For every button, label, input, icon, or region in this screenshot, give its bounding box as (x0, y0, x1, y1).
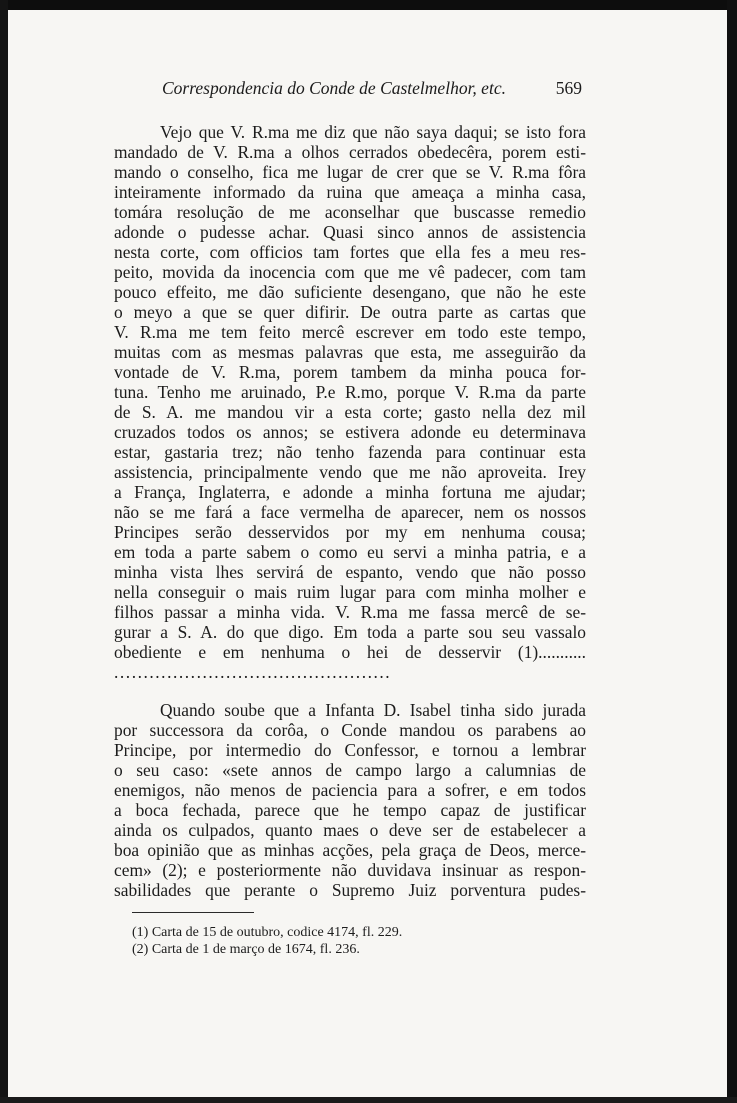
text-line: Principe, por intermedio do Confessor, e tornou a lembrar (114, 740, 586, 760)
text-line: V. R.ma me tem feito mercê escrever em todo este tempo, (114, 322, 586, 342)
scan-border-top (0, 0, 737, 10)
text-line: vontade de V. R.ma, porem tambem da minha pouca for- (114, 362, 586, 382)
text-line: gurar a S. A. do que digo. Em toda a parte sou seu vassalo (114, 622, 586, 642)
text-line: estar, gastaria trez; não tenho fazenda para continuar esta (114, 442, 586, 462)
text-line: adonde o pudesse achar. Quasi sinco annos de assistencia (114, 222, 586, 242)
text-line: Quando soube que a Infanta D. Isabel tinha sido jurada (160, 700, 586, 720)
text-line: Vejo que V. R.ma me diz que não saya daqui; se isto fora (160, 122, 586, 142)
text-line: inteiramente informado da ruina que ameaça a minha casa, (114, 182, 586, 202)
text-line: pouco effeito, me dão suficiente desengano, que não he este (114, 282, 586, 302)
text-line: a França, Inglaterra, e adonde a minha fortuna me ajudar; (114, 482, 586, 502)
footnote-2: (2) Carta de 1 de março de 1674, fl. 236. (132, 942, 360, 957)
ellipsis-line: ............................................... (114, 662, 392, 682)
text-line: a boca fechada, parece que he tempo capaz de justificar (114, 800, 586, 820)
text-line: filhos passar a minha vida. V. R.ma me fassa mercê de se- (114, 602, 586, 622)
page-number: 569 (555, 78, 582, 98)
text-line: em toda a parte sabem o como eu servi a minha patria, e a (114, 542, 586, 562)
text-line: muitas com as mesmas palavras que esta, me asseguirão da (114, 342, 586, 362)
running-title: Correspondencia do Conde de Castelmelhor, etc. (162, 78, 506, 98)
text-line: sabilidades que perante o Supremo Juiz porventura pudes- (114, 880, 586, 900)
text-line: cem» (2); e posteriormente não duvidava insinuar as respon- (114, 860, 586, 880)
text-line: assistencia, principalmente vendo que me não aproveita. Irey (114, 462, 586, 482)
scan-border-bottom (0, 1097, 737, 1103)
text-line: de S. A. me mandou vir a esta corte; gasto nella dez mil (114, 402, 586, 422)
text-line: peito, movida da inocencia com que me vê padecer, com tam (114, 262, 586, 282)
text-line: enemigos, não menos de paciencia para a sofrer, e em todos (114, 780, 586, 800)
text-line: nella conseguir o mais ruim lugar para com minha molher e (114, 582, 586, 602)
text-line: nesta corte, com officios tam fortes que ella fes a meu res- (114, 242, 586, 262)
text-line: boa opinião que as minhas acções, pela graça de Deos, merce- (114, 840, 586, 860)
scan-border-left (0, 0, 8, 1103)
text-line: tomára resolução de me aconselhar que buscasse remedio (114, 202, 586, 222)
running-header (162, 78, 582, 102)
text-line: mando o conselho, fica me lugar de crer que se V. R.ma fôra (114, 162, 586, 182)
text-line: cruzados todos os annos; se estivera adonde eu determinava (114, 422, 586, 442)
text-line: Principes serão desservidos por my em nenhuma cousa; (114, 522, 586, 542)
text-line: o seu caso: «sete annos de campo largo a calumnias de (114, 760, 586, 780)
text-line: mandado de V. R.ma a olhos cerrados obedecêra, porem esti- (114, 142, 586, 162)
footnote-1: (1) Carta de 15 de outubro, codice 4174, fl. 229. (132, 925, 403, 940)
text-line: ainda os culpados, quanto maes o deve ser de estabelecer a (114, 820, 586, 840)
footnote-rule (132, 912, 254, 913)
text-line: obediente e em nenhuma o hei de desservir (1)........... (114, 642, 586, 662)
text-line: por successora da corôa, o Conde mandou os parabens ao (114, 720, 586, 740)
text-line: tuna. Tenho me aruinado, P.e R.mo, porque V. R.ma da parte (114, 382, 586, 402)
text-line: o meyo a que se quer difirir. De outra parte as cartas que (114, 302, 586, 322)
text-line: não se me fará a face vermelha de aparecer, nem os nossos (114, 502, 586, 522)
text-line: minha vista lhes servirá de espanto, vendo que não posso (114, 562, 586, 582)
scan-border-right (727, 0, 737, 1103)
